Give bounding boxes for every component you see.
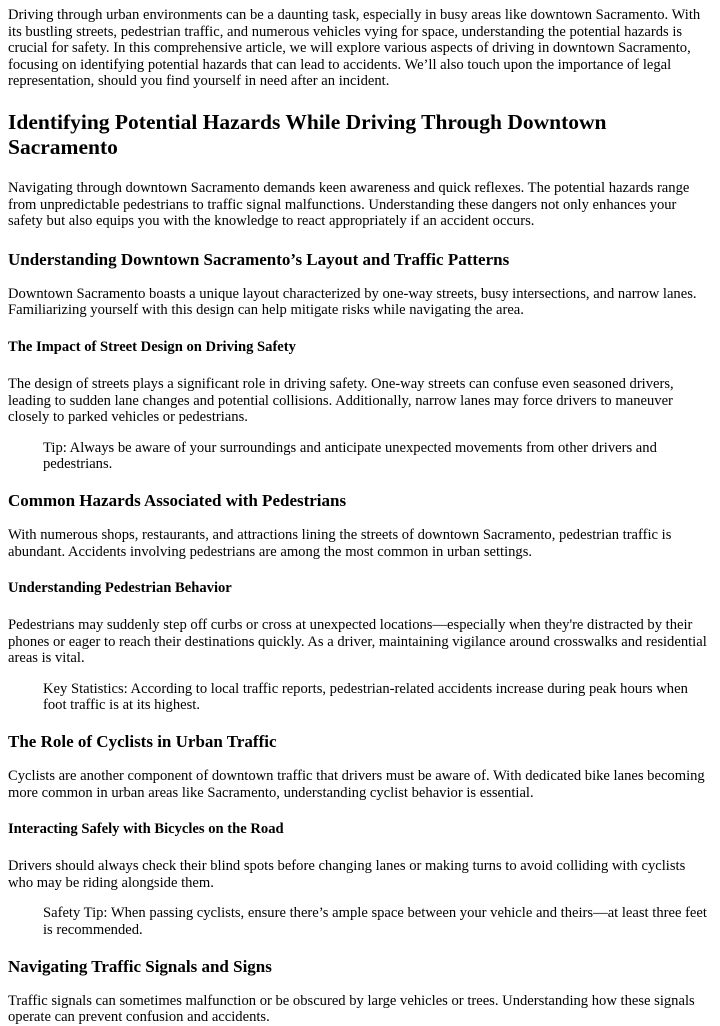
section-heading-pedestrians: Common Hazards Associated with Pedestrians	[8, 490, 347, 510]
tip-quote: Tip: Always be aware of your surroundings and anticipate unexpected movements from other drivers and pedestrians.	[43, 439, 657, 473]
section-heading-hazards: Identifying Potential Hazards While Driving Through Downtown Sacramento	[8, 109, 607, 159]
section-heading-cyclists: The Role of Cyclists in Urban Traffic	[8, 732, 277, 752]
section-heading-layout: Understanding Downtown Sacramento’s Layout and Traffic Patterns	[8, 249, 510, 269]
statistics-quote: Key Statistics: According to local traffic reports, pedestrian-related accidents increase during peak hours when foot traffic is at its highest.	[43, 680, 688, 714]
signals-paragraph: Traffic signals can sometimes malfunction or be obscured by large vehicles or trees. Understanding how these signals operate can prevent confusion and accidents.	[8, 992, 695, 1026]
section-heading-signals: Navigating Traffic Signals and Signs	[8, 956, 272, 976]
pedestrians-paragraph: With numerous shops, restaurants, and attractions lining the streets of downtown Sacramento, pedestrian traffic is abundant. Accidents involving pedestrians are among the most common in urban settings.	[8, 526, 672, 560]
bicycles-paragraph: Drivers should always check their blind spots before changing lanes or making turns to avoid colliding with cyclists who may be riding alongside them.	[8, 858, 686, 891]
street-design-paragraph: The design of streets plays a significant role in driving safety. One-way streets can confuse even seasoned drivers, leading to sudden lane changes and potential collisions. Additionally, narrow lanes may force drivers to maneuver closely to parked vehicles or pedestrians.	[8, 375, 674, 426]
layout-paragraph: Downtown Sacramento boasts a unique layout characterized by one-way streets, busy intersections, and narrow lanes. Familiarizing yourself with this design can help mitigate risks while navigating the area.	[8, 285, 697, 319]
subheading-bicycles: Interacting Safely with Bicycles on the Road	[8, 821, 284, 838]
subheading-street-design: The Impact of Street Design on Driving Safety	[8, 338, 296, 355]
pedestrian-behavior-paragraph: Pedestrians may suddenly step off curbs or cross at unexpected locations—especially when they're distracted by their phones or eager to reach their destinations quickly. As a driver, maintaining vigilance around crosswalks and residential areas is vital.	[8, 617, 707, 667]
subheading-pedestrian-behavior: Understanding Pedestrian Behavior	[8, 580, 232, 597]
hazards-paragraph: Navigating through downtown Sacramento demands keen awareness and quick reflexes. The potential hazards range from unpredictable pedestrians to traffic signal malfunctions. Understanding these dangers not only enhances your safety but also equips you with the knowledge to react appropriately if an accident occurs.	[8, 179, 690, 230]
safety-tip-quote: Safety Tip: When passing cyclists, ensure there’s ample space between your vehicle and theirs—at least three feet is recommended.	[43, 905, 707, 939]
cyclists-paragraph: Cyclists are another component of downtown traffic that drivers must be aware of. With dedicated bike lanes becoming more common in urban areas like Sacramento, understanding cyclist behavior is essential.	[8, 768, 705, 801]
intro-paragraph: Driving through urban environments can be a daunting task, especially in busy areas like downtown Sacramento. With its bustling streets, pedestrian traffic, and numerous vehicles vying for space, understanding the potential hazards is crucial for safety. In this comprehensive article, we will explore various aspects of driving in downtown Sacramento, focusing on identifying potential hazards that can lead to accidents. We’ll also touch upon the importance of legal representation, should you find yourself in need after an incident.	[8, 7, 701, 90]
article	[0, 7, 720, 1026]
